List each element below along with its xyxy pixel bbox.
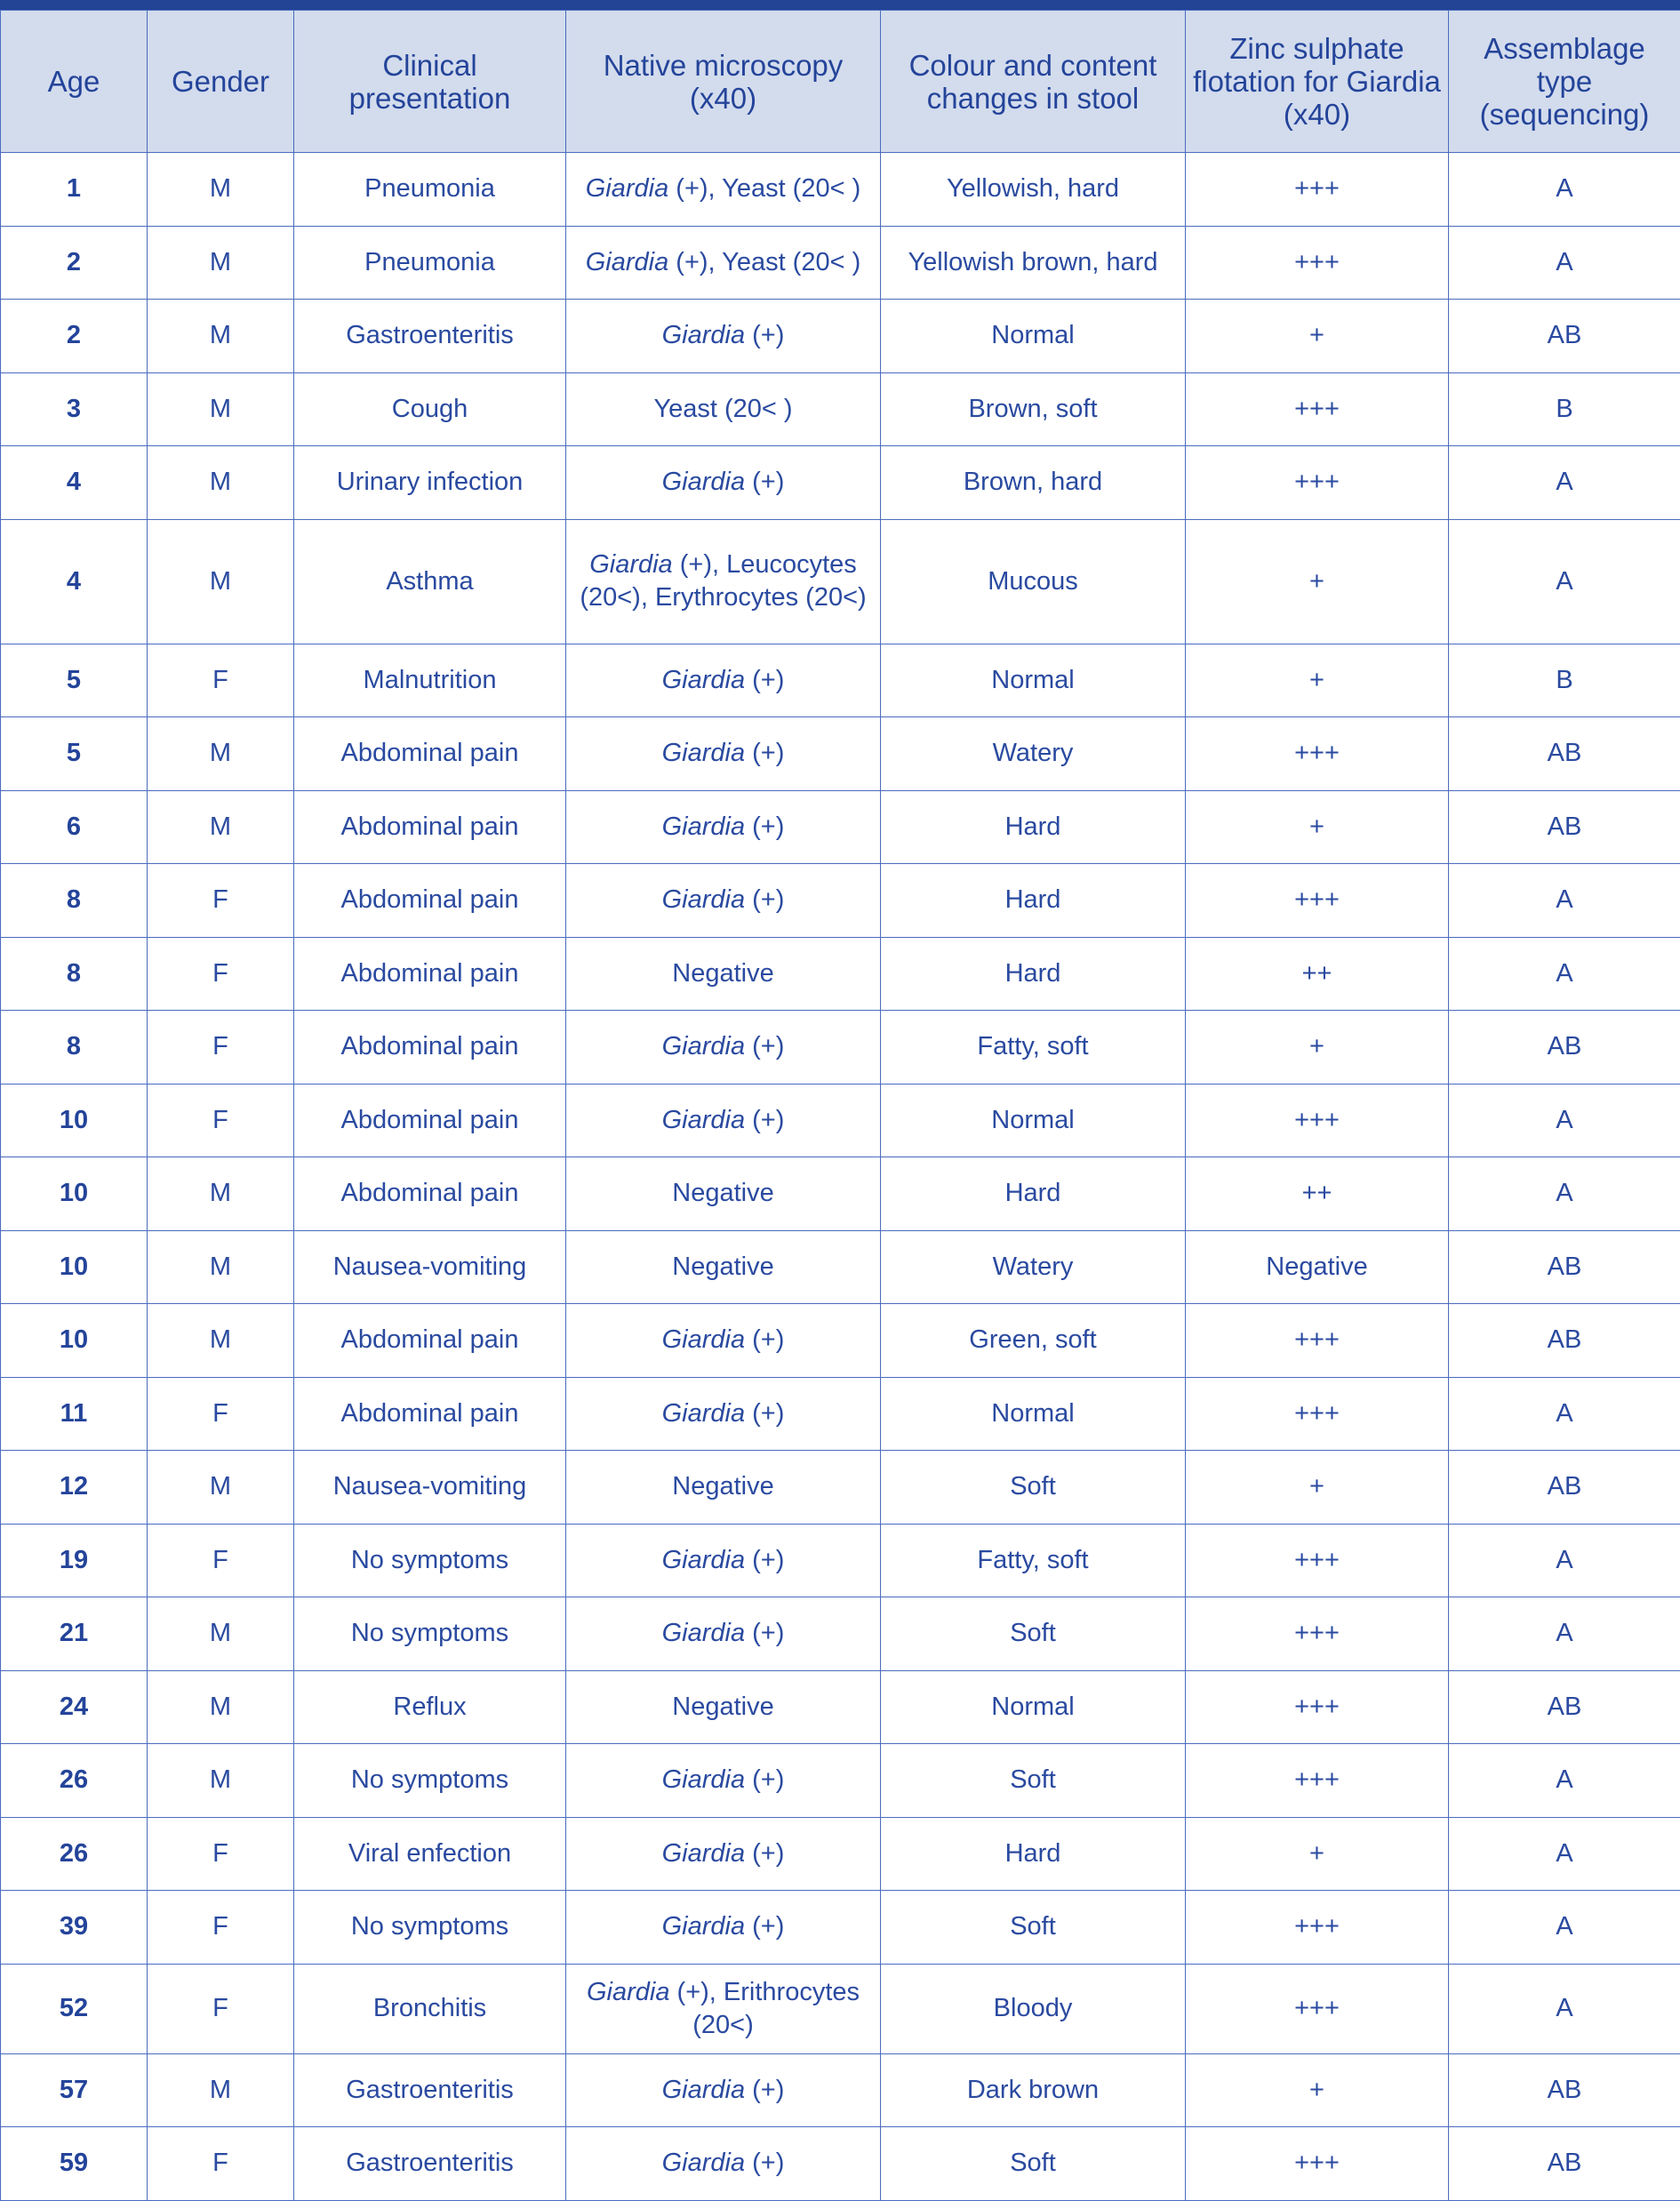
gender-cell: F: [148, 2127, 294, 2201]
zinc-flotation-cell: +: [1186, 1817, 1449, 1891]
age-cell: 6: [1, 790, 148, 864]
native-microscopy-text: (+): [745, 2149, 785, 2178]
native-microscopy-cell: [566, 1964, 881, 2053]
stool-changes-cell: Soft: [881, 1451, 1186, 1525]
gender-cell: F: [148, 1964, 294, 2053]
gender-cell: M: [148, 1230, 294, 1304]
native-microscopy-cell: [566, 153, 881, 227]
header-stool-changes: Colour and content changes in stool: [881, 11, 1186, 153]
clinical-presentation-cell: No symptoms: [294, 1597, 566, 1671]
zinc-flotation-cell: +: [1186, 644, 1449, 717]
table-row: [1, 1377, 1680, 1451]
age-cell: 3: [1, 372, 148, 446]
native-microscopy-text: Negative: [672, 958, 774, 988]
native-microscopy-cell: [566, 519, 881, 644]
assemblage-type-cell: A: [1449, 153, 1680, 227]
clinical-presentation-cell: No symptoms: [294, 1744, 566, 1818]
clinical-presentation-cell: Malnutrition: [294, 644, 566, 717]
native-microscopy-cell: [566, 2127, 881, 2201]
gender-cell: M: [148, 1744, 294, 1818]
native-microscopy-text: Negative: [672, 1692, 774, 1721]
giardia-label: Giardia: [589, 550, 673, 579]
native-microscopy-cell: [566, 1230, 881, 1304]
native-microscopy-cell: [566, 1011, 881, 1084]
gender-cell: M: [148, 372, 294, 446]
clinical-presentation-cell: Gastroenteritis: [294, 2053, 566, 2127]
age-cell: 4: [1, 446, 148, 520]
table-row: [1, 372, 1680, 446]
assemblage-type-cell: AB: [1449, 1304, 1680, 1378]
clinical-presentation-cell: Urinary infection: [294, 446, 566, 520]
age-cell: 26: [1, 1744, 148, 1818]
clinical-presentation-cell: Bronchitis: [294, 1964, 566, 2053]
age-cell: 57: [1, 2053, 148, 2127]
table-row: [1, 937, 1680, 1011]
native-microscopy-text: (+): [745, 665, 785, 694]
clinical-presentation-cell: Abdominal pain: [294, 1157, 566, 1231]
native-microscopy-text: (+): [745, 468, 785, 497]
stool-changes-cell: Mucous: [881, 519, 1186, 644]
assemblage-type-cell: AB: [1449, 2127, 1680, 2201]
clinical-presentation-cell: Asthma: [294, 519, 566, 644]
native-microscopy-cell: [566, 1891, 881, 1965]
stool-changes-cell: Watery: [881, 717, 1186, 791]
stool-changes-cell: Hard: [881, 864, 1186, 938]
native-microscopy-text: Yeast (20< ): [653, 394, 793, 423]
gender-cell: F: [148, 1084, 294, 1157]
giardia-label: Giardia: [661, 1545, 746, 1574]
native-microscopy-text: (+): [745, 1838, 785, 1868]
zinc-flotation-cell: +: [1186, 2053, 1449, 2127]
assemblage-type-cell: B: [1449, 644, 1680, 717]
native-microscopy-cell: [566, 446, 881, 520]
age-cell: 10: [1, 1304, 148, 1378]
stool-changes-cell: Normal: [881, 1670, 1186, 1744]
gender-cell: F: [148, 1377, 294, 1451]
assemblage-type-cell: AB: [1449, 300, 1680, 373]
header-age: Age: [1, 11, 148, 153]
giardia-label: Giardia: [661, 321, 746, 350]
assemblage-type-cell: A: [1449, 226, 1680, 300]
stool-changes-cell: Normal: [881, 300, 1186, 373]
gender-cell: M: [148, 2053, 294, 2127]
assemblage-type-cell: A: [1449, 1817, 1680, 1891]
clinical-presentation-cell: Abdominal pain: [294, 717, 566, 791]
stool-changes-cell: Hard: [881, 790, 1186, 864]
giardia-label: Giardia: [661, 1325, 746, 1355]
stool-changes-cell: Brown, soft: [881, 372, 1186, 446]
table-row: [1, 1524, 1680, 1597]
header-gender: Gender: [148, 11, 294, 153]
zinc-flotation-cell: +: [1186, 790, 1449, 864]
clinical-presentation-cell: No symptoms: [294, 1891, 566, 1965]
stool-changes-cell: Normal: [881, 1377, 1186, 1451]
zinc-flotation-cell: +++: [1186, 864, 1449, 938]
age-cell: 26: [1, 1817, 148, 1891]
giardia-label: Giardia: [661, 1398, 746, 1428]
assemblage-type-cell: AB: [1449, 1670, 1680, 1744]
age-cell: 39: [1, 1891, 148, 1965]
clinical-presentation-cell: Cough: [294, 372, 566, 446]
gender-cell: F: [148, 644, 294, 717]
header-assemblage-type: Assemblage type (sequencing): [1449, 11, 1680, 153]
gender-cell: M: [148, 1451, 294, 1525]
stool-changes-cell: Yellowish, hard: [881, 153, 1186, 227]
assemblage-type-cell: AB: [1449, 717, 1680, 791]
native-microscopy-cell: [566, 300, 881, 373]
native-microscopy-cell: [566, 1304, 881, 1378]
table-row: [1, 1670, 1680, 1744]
age-cell: 21: [1, 1597, 148, 1671]
clinical-presentation-cell: Abdominal pain: [294, 937, 566, 1011]
zinc-flotation-cell: +++: [1186, 1891, 1449, 1965]
giardia-label: Giardia: [585, 174, 669, 204]
native-microscopy-cell: [566, 790, 881, 864]
clinical-presentation-cell: Nausea-vomiting: [294, 1451, 566, 1525]
table-row: [1, 1157, 1680, 1231]
age-cell: 8: [1, 937, 148, 1011]
native-microscopy-cell: [566, 937, 881, 1011]
zinc-flotation-cell: +++: [1186, 372, 1449, 446]
clinical-presentation-cell: Abdominal pain: [294, 1084, 566, 1157]
zinc-flotation-cell: ++: [1186, 937, 1449, 1011]
zinc-flotation-cell: Negative: [1186, 1230, 1449, 1304]
age-cell: 1: [1, 153, 148, 227]
native-microscopy-text: Negative: [672, 1472, 774, 1501]
stool-changes-cell: Yellowish brown, hard: [881, 226, 1186, 300]
zinc-flotation-cell: ++: [1186, 1157, 1449, 1231]
clinical-presentation-cell: Nausea-vomiting: [294, 1230, 566, 1304]
table-row: [1, 790, 1680, 864]
zinc-flotation-cell: +: [1186, 1011, 1449, 1084]
native-microscopy-text: (+): [745, 1912, 785, 1941]
table-row: [1, 644, 1680, 717]
age-cell: 8: [1, 1011, 148, 1084]
assemblage-type-cell: B: [1449, 372, 1680, 446]
gender-cell: M: [148, 1157, 294, 1231]
native-microscopy-text: (+): [745, 885, 785, 915]
giardia-label: Giardia: [661, 812, 746, 841]
stool-changes-cell: Hard: [881, 1157, 1186, 1231]
stool-changes-cell: Watery: [881, 1230, 1186, 1304]
age-cell: 4: [1, 519, 148, 644]
native-microscopy-cell: [566, 1157, 881, 1231]
stool-changes-cell: Bloody: [881, 1964, 1186, 2053]
native-microscopy-cell: [566, 1597, 881, 1671]
table-header: [1, 11, 1680, 153]
native-microscopy-text: (+): [745, 1765, 785, 1795]
gender-cell: M: [148, 300, 294, 373]
gender-cell: M: [148, 519, 294, 644]
age-cell: 59: [1, 2127, 148, 2201]
gender-cell: F: [148, 937, 294, 1011]
table-row: [1, 1817, 1680, 1891]
native-microscopy-cell: [566, 864, 881, 938]
native-microscopy-cell: [566, 1377, 881, 1451]
zinc-flotation-cell: +++: [1186, 1524, 1449, 1597]
assemblage-type-cell: AB: [1449, 2053, 1680, 2127]
table-row: [1, 1891, 1680, 1965]
zinc-flotation-cell: +++: [1186, 1597, 1449, 1671]
native-microscopy-cell: [566, 226, 881, 300]
assemblage-type-cell: A: [1449, 864, 1680, 938]
age-cell: 8: [1, 864, 148, 938]
gender-cell: M: [148, 226, 294, 300]
native-microscopy-cell: [566, 1084, 881, 1157]
zinc-flotation-cell: +++: [1186, 446, 1449, 520]
native-microscopy-text: (+): [745, 1032, 785, 1061]
stool-changes-cell: Soft: [881, 1891, 1186, 1965]
assemblage-type-cell: AB: [1449, 1230, 1680, 1304]
clinical-presentation-cell: Gastroenteritis: [294, 2127, 566, 2201]
table-body: [1, 153, 1680, 2201]
gender-cell: M: [148, 717, 294, 791]
stool-changes-cell: Fatty, soft: [881, 1011, 1186, 1084]
native-microscopy-cell: [566, 644, 881, 717]
clinical-presentation-cell: No symptoms: [294, 1524, 566, 1597]
clinical-presentation-cell: Pneumonia: [294, 226, 566, 300]
native-microscopy-text: (+), Yeast (20< ): [668, 247, 861, 276]
native-microscopy-text: (+): [745, 812, 785, 841]
stool-changes-cell: Brown, hard: [881, 446, 1186, 520]
native-microscopy-text: Negative: [672, 1179, 774, 1208]
gender-cell: F: [148, 1891, 294, 1965]
native-microscopy-text: (+): [745, 321, 785, 350]
age-cell: 2: [1, 226, 148, 300]
giardia-label: Giardia: [661, 2149, 746, 2178]
age-cell: 10: [1, 1084, 148, 1157]
native-microscopy-text: (+): [745, 2075, 785, 2104]
header-zinc-sulphate-flotation: Zinc sulphate flotation for Giardia (x40): [1186, 11, 1449, 153]
table-row: [1, 1084, 1680, 1157]
stool-changes-cell: Dark brown: [881, 2053, 1186, 2127]
table-row: [1, 226, 1680, 300]
stool-changes-cell: Green, soft: [881, 1304, 1186, 1378]
stool-changes-cell: Soft: [881, 1597, 1186, 1671]
table-row: [1, 2053, 1680, 2127]
age-cell: 52: [1, 1964, 148, 2053]
age-cell: 5: [1, 717, 148, 791]
native-microscopy-cell: [566, 1451, 881, 1525]
native-microscopy-text: (+): [745, 1398, 785, 1428]
header-row: [1, 11, 1680, 153]
zinc-flotation-cell: +++: [1186, 1377, 1449, 1451]
clinical-presentation-cell: Abdominal pain: [294, 1011, 566, 1084]
native-microscopy-text: Negative: [672, 1252, 774, 1281]
table-row: [1, 1964, 1680, 2053]
giardia-cases-table: [0, 10, 1680, 2201]
native-microscopy-cell: [566, 2053, 881, 2127]
native-microscopy-cell: [566, 372, 881, 446]
assemblage-type-cell: A: [1449, 1157, 1680, 1231]
gender-cell: M: [148, 1597, 294, 1671]
age-cell: 10: [1, 1157, 148, 1231]
age-cell: 12: [1, 1451, 148, 1525]
gender-cell: M: [148, 1670, 294, 1744]
gender-cell: M: [148, 446, 294, 520]
clinical-presentation-cell: Pneumonia: [294, 153, 566, 227]
stool-changes-cell: Soft: [881, 2127, 1186, 2201]
giardia-label: Giardia: [661, 1105, 746, 1134]
giardia-label: Giardia: [661, 468, 746, 497]
table-row: [1, 717, 1680, 791]
giardia-label: Giardia: [661, 739, 746, 768]
clinical-presentation-cell: Reflux: [294, 1670, 566, 1744]
giardia-label: Giardia: [661, 1619, 746, 1648]
native-microscopy-text: (+): [745, 1545, 785, 1574]
zinc-flotation-cell: +: [1186, 300, 1449, 373]
zinc-flotation-cell: +++: [1186, 1084, 1449, 1157]
native-microscopy-cell: [566, 1524, 881, 1597]
zinc-flotation-cell: +: [1186, 1451, 1449, 1525]
gender-cell: F: [148, 1524, 294, 1597]
giardia-label: Giardia: [661, 1765, 746, 1795]
table-row: [1, 1011, 1680, 1084]
clinical-presentation-cell: Abdominal pain: [294, 1377, 566, 1451]
table-row: [1, 1597, 1680, 1671]
giardia-label: Giardia: [661, 885, 746, 915]
table-row: [1, 864, 1680, 938]
gender-cell: M: [148, 1304, 294, 1378]
top-accent-bar: [0, 0, 1680, 10]
assemblage-type-cell: A: [1449, 1891, 1680, 1965]
native-microscopy-cell: [566, 1817, 881, 1891]
gender-cell: F: [148, 864, 294, 938]
age-cell: 5: [1, 644, 148, 717]
zinc-flotation-cell: +++: [1186, 1964, 1449, 2053]
native-microscopy-text: (+): [745, 1325, 785, 1355]
table-row: [1, 300, 1680, 373]
table-row: [1, 519, 1680, 644]
zinc-flotation-cell: +++: [1186, 153, 1449, 227]
native-microscopy-text: (+): [745, 1105, 785, 1134]
clinical-presentation-cell: Abdominal pain: [294, 864, 566, 938]
assemblage-type-cell: A: [1449, 1524, 1680, 1597]
native-microscopy-text: (+): [745, 739, 785, 768]
assemblage-type-cell: A: [1449, 937, 1680, 1011]
assemblage-type-cell: A: [1449, 446, 1680, 520]
giardia-label: Giardia: [661, 1912, 746, 1941]
assemblage-type-cell: A: [1449, 1084, 1680, 1157]
gender-cell: F: [148, 1011, 294, 1084]
gender-cell: F: [148, 1817, 294, 1891]
native-microscopy-cell: [566, 717, 881, 791]
giardia-label: Giardia: [661, 1032, 746, 1061]
native-microscopy-text: (+), Erithrocytes (20<): [669, 1977, 860, 2039]
zinc-flotation-cell: +++: [1186, 1744, 1449, 1818]
zinc-flotation-cell: +++: [1186, 1670, 1449, 1744]
table-row: [1, 1230, 1680, 1304]
zinc-flotation-cell: +++: [1186, 226, 1449, 300]
zinc-flotation-cell: +: [1186, 519, 1449, 644]
clinical-presentation-cell: Viral enfection: [294, 1817, 566, 1891]
native-microscopy-cell: [566, 1670, 881, 1744]
giardia-label: Giardia: [661, 665, 746, 694]
giardia-label: Giardia: [586, 1977, 670, 2006]
gender-cell: M: [148, 790, 294, 864]
age-cell: 11: [1, 1377, 148, 1451]
giardia-label: Giardia: [661, 2075, 746, 2104]
stool-changes-cell: Hard: [881, 937, 1186, 1011]
table-row: [1, 1744, 1680, 1818]
assemblage-type-cell: A: [1449, 519, 1680, 644]
stool-changes-cell: Hard: [881, 1817, 1186, 1891]
stool-changes-cell: Fatty, soft: [881, 1524, 1186, 1597]
assemblage-type-cell: A: [1449, 1964, 1680, 2053]
table-row: [1, 446, 1680, 520]
native-microscopy-text: (+), Yeast (20< ): [668, 174, 861, 204]
header-clinical-presentation: Clinical presentation: [294, 11, 566, 153]
assemblage-type-cell: A: [1449, 1377, 1680, 1451]
table-row: [1, 1304, 1680, 1378]
native-microscopy-cell: [566, 1744, 881, 1818]
native-microscopy-text: (+): [745, 1619, 785, 1648]
native-microscopy-text: (+), Leucocytes (20<), Erythrocytes (20<): [580, 550, 867, 612]
zinc-flotation-cell: +++: [1186, 717, 1449, 791]
age-cell: 2: [1, 300, 148, 373]
giardia-label: Giardia: [661, 1838, 746, 1868]
assemblage-type-cell: A: [1449, 1744, 1680, 1818]
table-row: [1, 2127, 1680, 2201]
assemblage-type-cell: AB: [1449, 1451, 1680, 1525]
stool-changes-cell: Normal: [881, 1084, 1186, 1157]
zinc-flotation-cell: +++: [1186, 2127, 1449, 2201]
zinc-flotation-cell: +++: [1186, 1304, 1449, 1378]
giardia-label: Giardia: [585, 247, 669, 276]
age-cell: 24: [1, 1670, 148, 1744]
assemblage-type-cell: AB: [1449, 1011, 1680, 1084]
clinical-presentation-cell: Abdominal pain: [294, 1304, 566, 1378]
stool-changes-cell: Normal: [881, 644, 1186, 717]
table-row: [1, 153, 1680, 227]
clinical-presentation-cell: Gastroenteritis: [294, 300, 566, 373]
clinical-presentation-cell: Abdominal pain: [294, 790, 566, 864]
header-native-microscopy: Native microscopy (x40): [566, 11, 881, 153]
age-cell: 19: [1, 1524, 148, 1597]
age-cell: 10: [1, 1230, 148, 1304]
stool-changes-cell: Soft: [881, 1744, 1186, 1818]
table-row: [1, 1451, 1680, 1525]
assemblage-type-cell: AB: [1449, 790, 1680, 864]
gender-cell: M: [148, 153, 294, 227]
assemblage-type-cell: A: [1449, 1597, 1680, 1671]
